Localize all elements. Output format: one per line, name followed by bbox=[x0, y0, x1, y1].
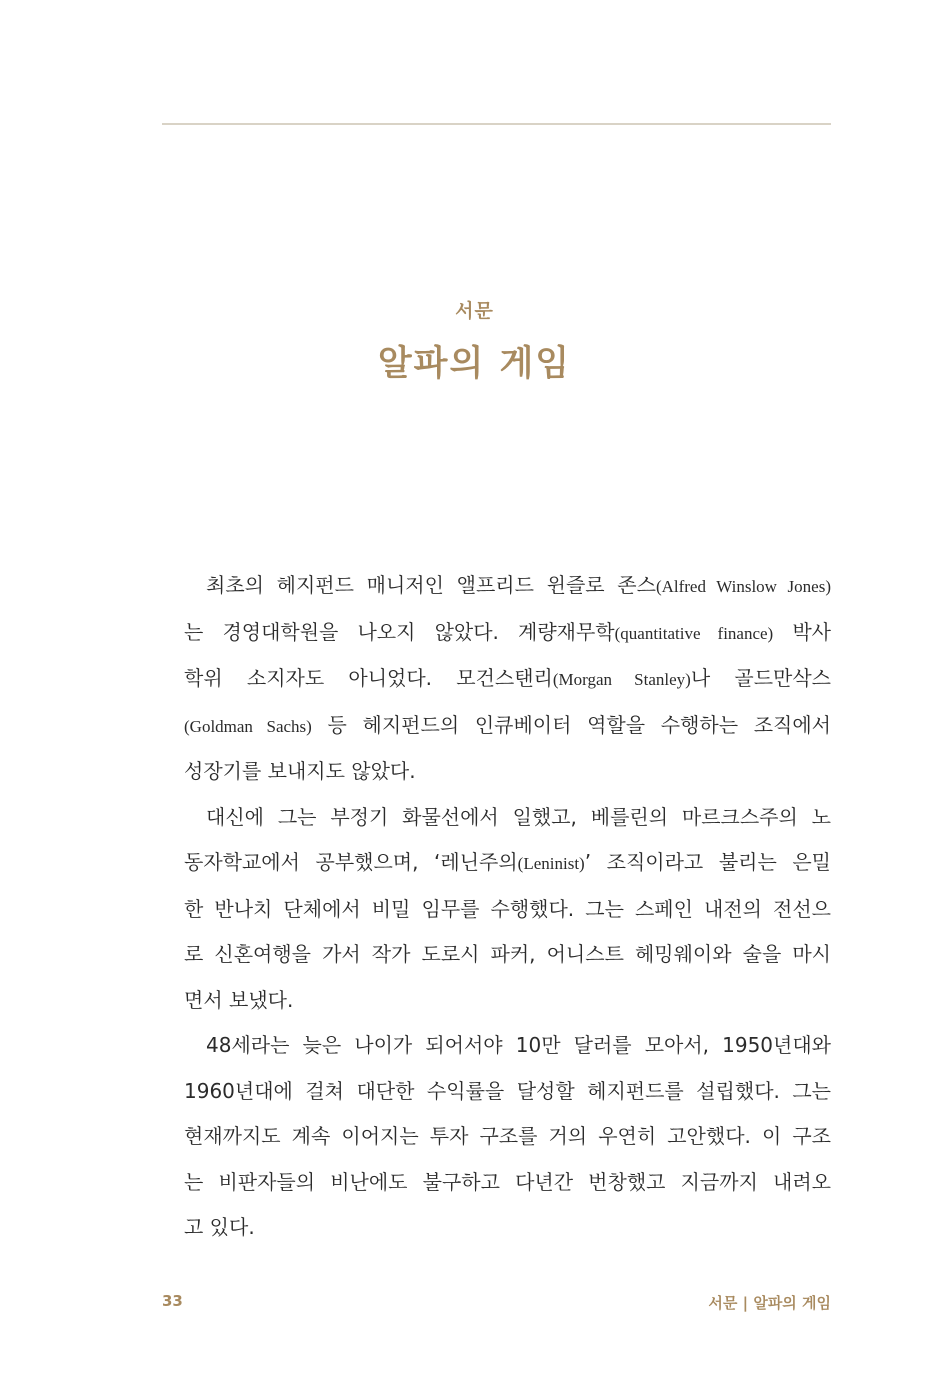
running-head: 서문 | 알파의 게임 bbox=[708, 1294, 831, 1312]
text-line: 학위 소지자도 아니었다. 모건스탠리(Morgan Stanley)나 골드만삭스 bbox=[184, 666, 831, 690]
text-line: 면서 보냈다. bbox=[184, 987, 294, 1012]
text-line: 고 있다. bbox=[184, 1215, 255, 1239]
text-line: 는 경영대학원을 나오지 않았다. 계량재무학(quantitative finance) 박사 bbox=[184, 619, 831, 644]
chapter-title: 알파의 게임 bbox=[377, 344, 572, 384]
text-line: 로 신혼여행을 가서 작가 도로시 파커, 어니스트 헤밍웨이와 술을 마시 bbox=[184, 942, 831, 966]
paragraph bbox=[162, 563, 831, 795]
text-line: 현재까지도 계속 이어지는 투자 구조를 거의 우연히 고안했다. 이 구조 bbox=[184, 1124, 831, 1148]
paragraph bbox=[162, 1023, 831, 1251]
text-line: 동자학교에서 공부했으며, ‘레닌주의(Leninist)’ 조직이라고 불리는 은밀 bbox=[184, 850, 831, 874]
text-line: 최초의 헤지펀드 매니저인 앨프리드 윈즐로 존스(Alfred Winslow Jones) bbox=[206, 573, 831, 597]
text-line: 48세라는 늦은 나이가 되어서야 10만 달러를 모아서, 1950년대와 bbox=[206, 1033, 831, 1057]
body-text bbox=[162, 563, 831, 1251]
text-line: 1960년대에 걸쳐 대단한 수익률을 달성할 헤지펀드를 설립했다. 그는 bbox=[184, 1078, 831, 1103]
chapter-kicker: 서문 bbox=[455, 300, 494, 322]
top-rule bbox=[162, 123, 831, 125]
text-line: 성장기를 보내지도 않았다. bbox=[184, 759, 416, 783]
text-line: (Goldman Sachs) 등 헤지펀드의 인큐베이터 역할을 수행하는 조직에서 bbox=[184, 712, 831, 737]
paragraph bbox=[162, 795, 831, 1024]
page-number: 33 bbox=[162, 1292, 183, 1310]
text-line: 대신에 그는 부정기 화물선에서 일했고, 베를린의 마르크스주의 노 bbox=[206, 804, 831, 829]
text-line: 는 비판자들의 비난에도 불구하고 다년간 번창했고 지금까지 내려오 bbox=[184, 1169, 831, 1194]
text-line: 한 반나치 단체에서 비밀 임무를 수행했다. 그는 스페인 내전의 전선으 bbox=[184, 896, 831, 921]
